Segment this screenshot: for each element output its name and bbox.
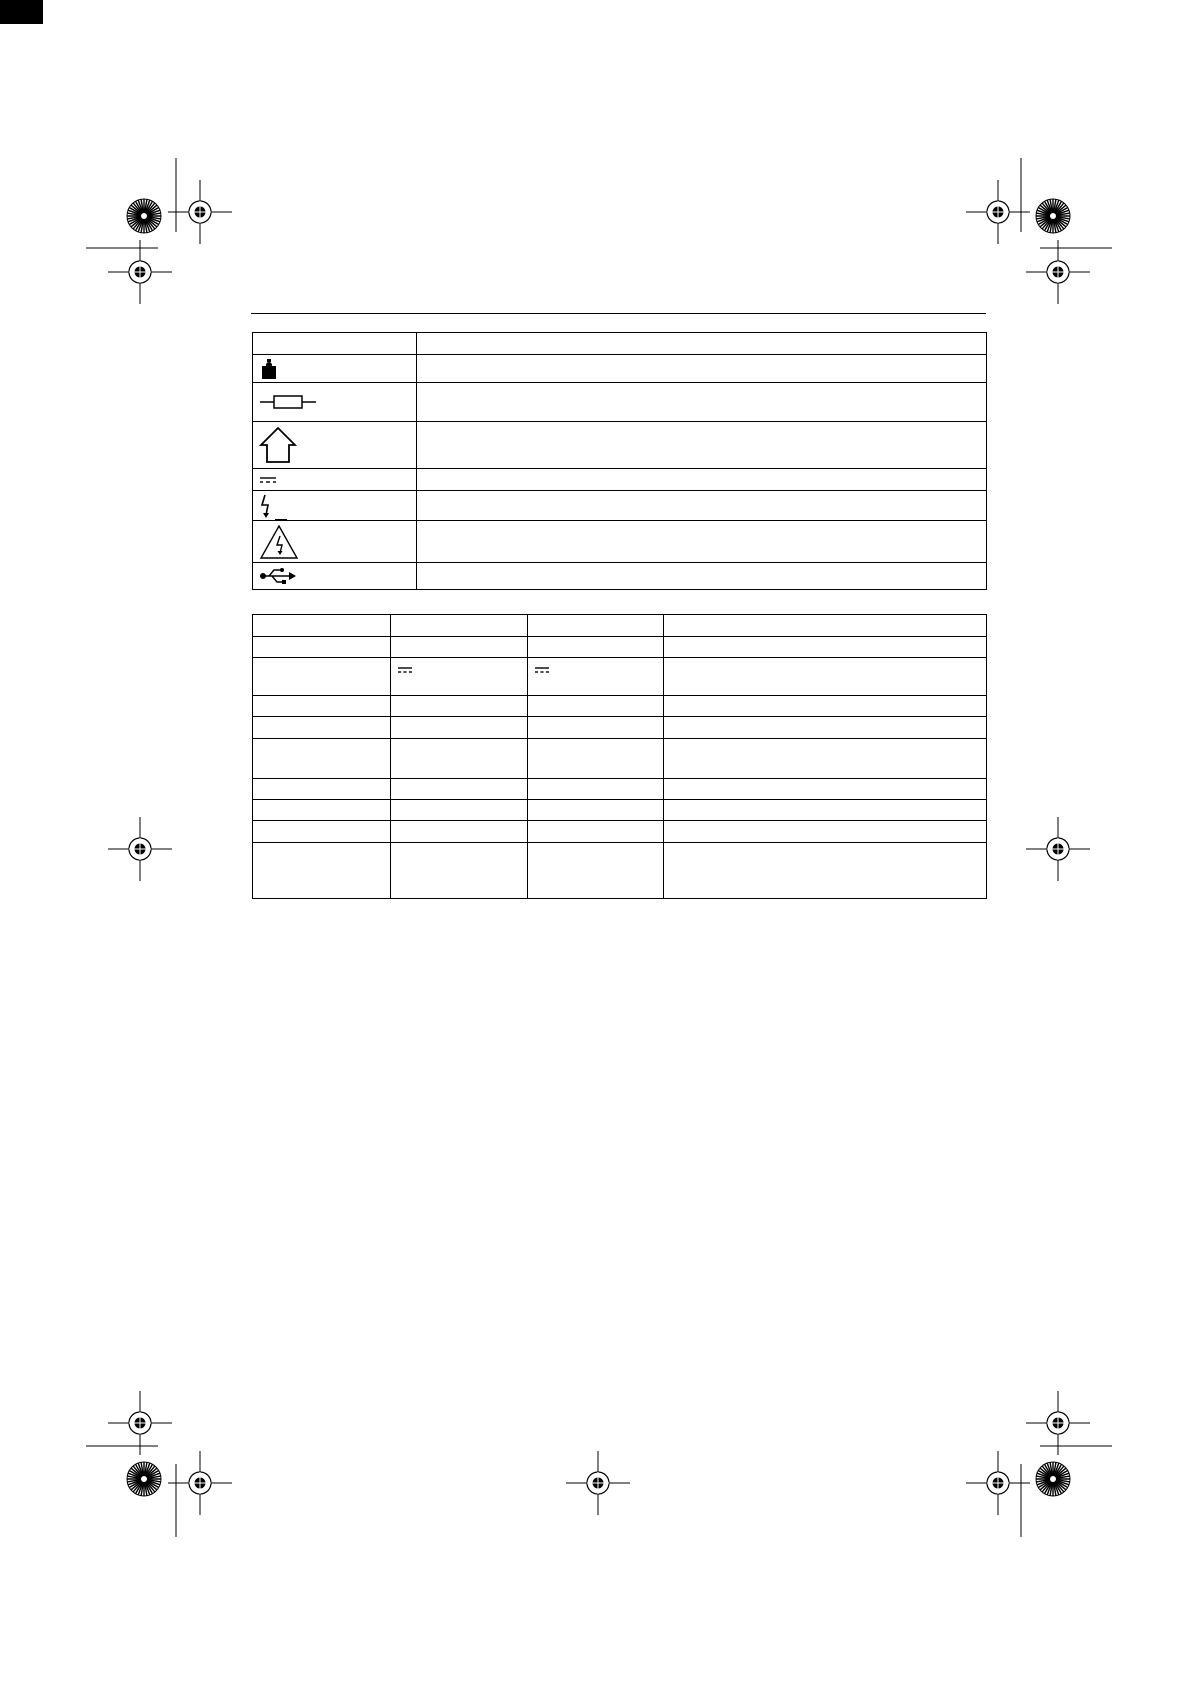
underline-mark [275, 519, 287, 520]
spec-cell [391, 658, 528, 696]
spec-cell [253, 843, 391, 899]
spec-cell [391, 696, 528, 717]
crosshair-registration-icon [168, 180, 232, 244]
crosshair-registration-icon [108, 817, 172, 881]
symbol-cell [253, 563, 417, 590]
table-row [253, 696, 987, 717]
spec-cell [664, 739, 987, 779]
spec-cell [664, 800, 987, 821]
table-row [253, 739, 987, 779]
symbol-cell [253, 521, 417, 563]
table-row [253, 637, 987, 658]
spec-cell [253, 800, 391, 821]
header-cell [417, 333, 987, 355]
spec-cell [528, 779, 664, 800]
table-row [253, 658, 987, 696]
spec-cell [528, 637, 664, 658]
table-row [253, 615, 987, 637]
starburst-registration-icon [127, 199, 161, 233]
spec-cell [528, 821, 664, 843]
spec-cell [664, 615, 987, 637]
usb-icon [259, 567, 297, 585]
spec-cell [528, 717, 664, 739]
description-cell [417, 422, 987, 469]
description-cell [417, 469, 987, 491]
table-row [253, 491, 987, 521]
spec-cell [253, 658, 391, 696]
spec-cell [391, 739, 528, 779]
starburst-registration-icon [1036, 1462, 1070, 1496]
symbol-cell [253, 383, 417, 422]
table-row [253, 843, 987, 899]
crosshair-registration-icon [1026, 817, 1090, 881]
weight-icon [259, 358, 279, 380]
crosshair-registration-icon [108, 240, 172, 304]
spec-cell [253, 717, 391, 739]
symbol-cell [253, 355, 417, 383]
table-row [253, 469, 987, 491]
spec-cell [253, 739, 391, 779]
spec-cell [391, 800, 528, 821]
table-row [253, 355, 987, 383]
fuse-icon [259, 392, 317, 412]
electric-warning-triangle-icon [259, 524, 299, 560]
description-cell [417, 491, 987, 521]
spec-cell [528, 800, 664, 821]
crosshair-registration-icon [168, 1451, 232, 1515]
spec-cell [391, 637, 528, 658]
spec-cell [391, 615, 528, 637]
symbols-table [252, 332, 987, 590]
spec-cell [528, 696, 664, 717]
table-row [253, 422, 987, 469]
spec-cell [253, 696, 391, 717]
spec-cell [528, 739, 664, 779]
direct-current-icon [534, 667, 550, 673]
table-row [253, 779, 987, 800]
header-cell [253, 333, 417, 355]
description-cell [417, 355, 987, 383]
spec-cell [664, 637, 987, 658]
description-cell [417, 521, 987, 563]
spec-cell [391, 717, 528, 739]
spec-cell [664, 821, 987, 843]
spec-cell [664, 658, 987, 696]
starburst-registration-icon [1036, 199, 1070, 233]
spec-cell [391, 843, 528, 899]
spec-cell [391, 779, 528, 800]
specs-table [252, 614, 987, 899]
spec-cell [528, 658, 664, 696]
spec-cell [391, 821, 528, 843]
table-row [253, 563, 987, 590]
spec-cell [528, 843, 664, 899]
spec-cell [664, 843, 987, 899]
spec-cell [253, 637, 391, 658]
table-row [253, 717, 987, 739]
description-cell [417, 383, 987, 422]
symbol-cell [253, 469, 417, 491]
spec-cell [253, 779, 391, 800]
header-rule [251, 313, 986, 314]
table-row [253, 521, 987, 563]
spec-cell [528, 615, 664, 637]
starburst-registration-icon [127, 1462, 161, 1496]
table-row [253, 383, 987, 422]
lightning-arrow-icon [259, 493, 273, 519]
symbol-cell [253, 422, 417, 469]
crosshair-registration-icon [566, 1451, 630, 1515]
crosshair-registration-icon [966, 1451, 1030, 1515]
table-row [253, 821, 987, 843]
spec-cell [253, 821, 391, 843]
crosshair-registration-icon [966, 180, 1030, 244]
description-cell [417, 563, 987, 590]
symbol-cell [253, 491, 417, 521]
spec-cell [664, 717, 987, 739]
crosshair-registration-icon [1026, 240, 1090, 304]
spec-cell [664, 696, 987, 717]
spec-cell [664, 779, 987, 800]
direct-current-icon [259, 476, 277, 484]
indoor-use-house-icon [259, 426, 297, 464]
direct-current-icon [397, 667, 413, 673]
table-row [253, 800, 987, 821]
table-header-row [253, 333, 987, 355]
spec-cell [253, 615, 391, 637]
crosshair-registration-icon [108, 1391, 172, 1455]
crosshair-registration-icon [1026, 1391, 1090, 1455]
